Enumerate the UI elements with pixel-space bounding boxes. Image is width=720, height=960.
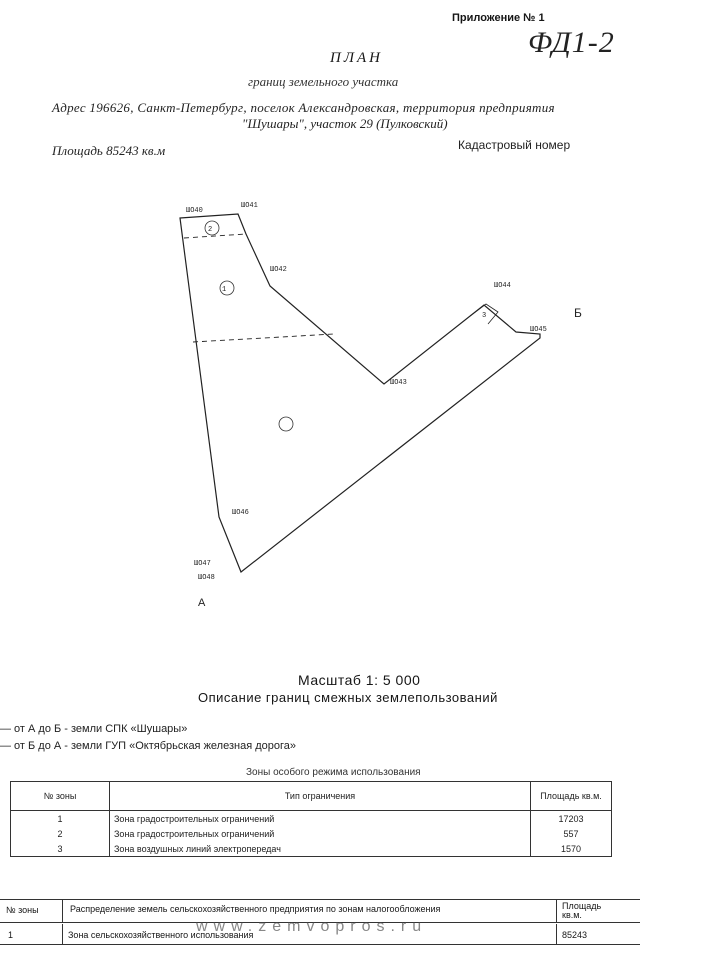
point-label-b: Б [574, 306, 582, 320]
zone-num: 3 [11, 841, 110, 857]
zone-area: 1570 [531, 841, 612, 857]
tax-header-type: Распределение земель сельскохозяйственного предприятия по зонам налогообложения [70, 904, 441, 914]
adjacent-title: Описание границ смежных землепользований [198, 690, 498, 705]
vertex-label: ШО43 [390, 379, 407, 387]
plot-boundary [180, 214, 540, 572]
zone-type: Зона воздушных линий электропередач [110, 841, 531, 857]
zones-header-type: Тип ограничения [110, 782, 531, 811]
zone-divider-middle [193, 334, 334, 342]
column-divider [62, 924, 63, 944]
address-line-1: Адрес 196626, Санкт-Петербург, поселок Александровская, территория предприятия [52, 100, 555, 115]
zones-header-num: № зоны [11, 782, 110, 811]
zone-label-1: 1 [222, 286, 227, 294]
page-title: ПЛАН [330, 50, 383, 66]
zone-area: 17203 [531, 811, 612, 827]
watermark-text: www.zemvopros.ru [196, 918, 428, 935]
tax-zone-num: 1 [8, 930, 14, 940]
vertex-labels [186, 202, 547, 582]
vertex-label: ШО48 [198, 574, 215, 582]
vertex-label: ШО44 [494, 282, 511, 290]
adjacent-item: — от А до Б - земли СПК «Шушары» [0, 723, 188, 735]
vertex-label: ШО41 [241, 202, 258, 210]
zone-type: Зона градостроительных ограничений [110, 826, 531, 841]
zones-table [10, 781, 612, 857]
vertex-label: ШО40 [186, 207, 203, 215]
page-subtitle: границ земельного участка [248, 74, 399, 89]
area-value: Площадь 85243 кв.м [52, 143, 166, 158]
zone-num: 2 [11, 826, 110, 841]
cadastral-number-label: Кадастровый номер [458, 138, 571, 152]
point-label-a: А [198, 597, 206, 609]
appendix-label: Приложение № 1 [452, 12, 545, 24]
tax-header-num: № зоны [6, 905, 39, 915]
tax-zone-area: 85243 [562, 930, 588, 940]
table-row [11, 826, 612, 841]
document-number: ФД1-2 [528, 26, 615, 59]
adjacent-item: — от Б до А - земли ГУП «Октябрьская железная дорога» [0, 740, 297, 752]
zone-type: Зона градостроительных ограничений [110, 811, 531, 827]
vertex-label: ШО46 [232, 509, 249, 517]
vertex-label: ШО42 [270, 266, 287, 274]
table-row [11, 811, 612, 827]
zone-label-2: 2 [208, 226, 213, 234]
zone-main-marker [279, 417, 293, 431]
column-divider [556, 924, 557, 944]
scale-label: Масштаб 1: 5 000 [298, 672, 421, 688]
zones-title: Зоны особого режима использования [246, 767, 421, 778]
vertex-label: ШО45 [530, 326, 547, 334]
table-row [11, 841, 612, 857]
tax-zone-type: Зона сельскохозяйственного использования [68, 930, 254, 940]
zone-num: 1 [11, 811, 110, 827]
zone-area: 557 [531, 826, 612, 841]
column-divider [62, 900, 63, 922]
tax-header-area: Площадь кв.м. [562, 901, 602, 920]
zone-label-3: 3 [482, 312, 487, 320]
address-line-2: "Шушары", участок 29 (Пулковский) [242, 116, 448, 131]
column-divider [556, 900, 557, 922]
vertex-label: ШО47 [194, 560, 211, 568]
zones-header-area: Площадь кв.м. [531, 782, 612, 811]
